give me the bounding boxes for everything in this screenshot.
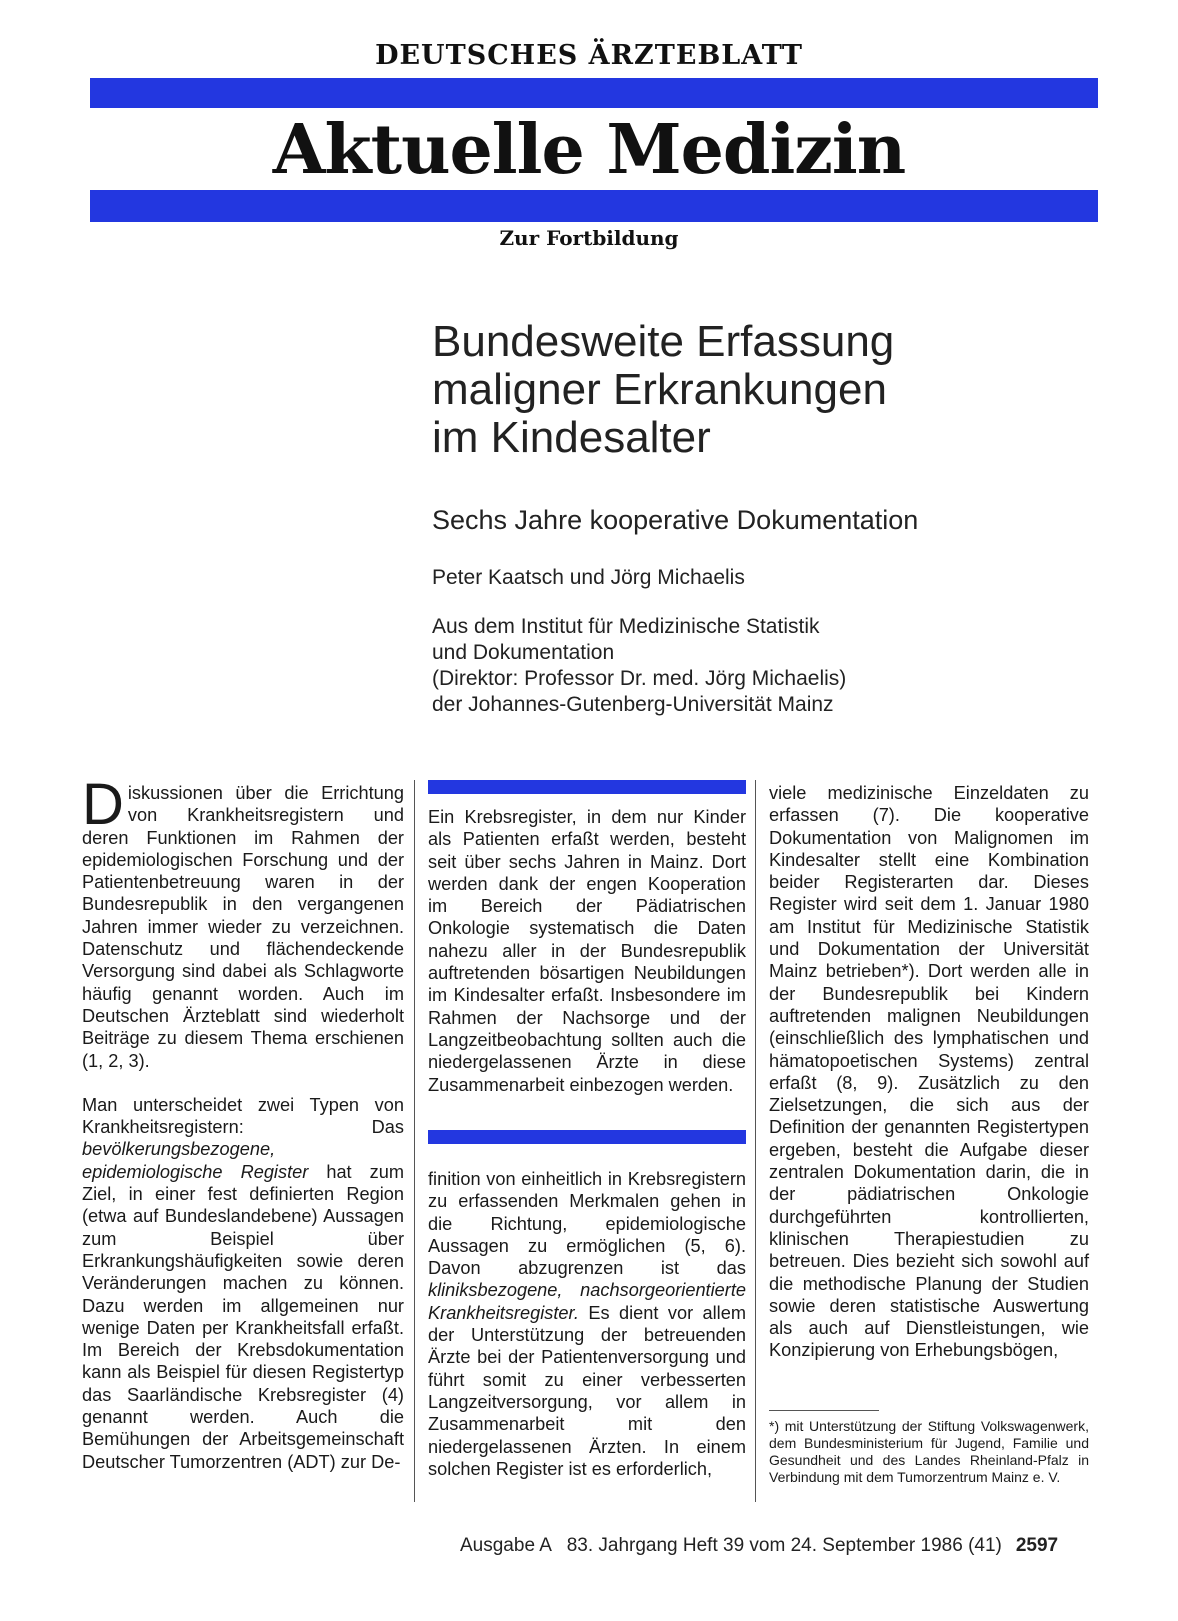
issue-info: Ausgabe A 83. Jahrgang Heft 39 vom 24. September 1986 (41) [460,1535,1002,1556]
article-authors: Peter Kaatsch und Jörg Michaelis [432,566,745,589]
affiliation-line: (Direktor: Professor Dr. med. Jörg Michaelis) [432,667,847,690]
paragraph-text: hat zum Ziel, in einer fest definierten Region (etwa auf Bundeslandebene) Aussagen zum Beispiel über Erkrankungshäufigkeiten sowie deren Veränderungen machen zu können. Dazu werden im allgemeinen nur wenige Daten per Krankheitsfall erfaßt. Im Bereich der Krebsdokumentation kann als Beispiel für diesen Registertyp das Saarländische Krebsregister (4) genannt werden. Auch die Bemühungen der Arbeitsgemeinschaft Deutscher Tumorzentren (ADT) zur De- [82,1161,405,1472]
infobox-bar-top [428,780,746,794]
masthead: DEUTSCHES ÄRZTEBLATT [375,40,803,71]
column-divider [414,780,415,1502]
accent-bar-bottom [90,190,1098,222]
footnote-rule [769,1410,879,1411]
emphasis-text: bevölkerungsbezogene, epidemiologische Register [82,1139,309,1182]
page-footer [460,1535,1100,1557]
paragraph-text: Man unterscheidet zwei Typen von Krankheitsregistern: Das [82,1094,404,1138]
headline-line: Bundesweite Erfassung [432,317,895,366]
footnote: *) mit Unterstützung der Stiftung Volkswagenwerk, dem Bundesministerium für Jugend, Familie und Gesundheit und des Landes Rheinland-Pfalz in Verbindung mit dem Tumorzentrum Mainz e. V. [769,1418,1089,1485]
paragraph [82,772,404,1072]
affiliation-line: der Johannes-Gutenberg-Universität Mainz [432,693,834,716]
body-column-1 [82,772,405,1495]
paragraph-text: iskussionen über die Errichtung von Krankheitsregistern und deren Funktionen im Rahmen der epidemiologischen Forschung und der Patientenbetreuung waren in der Bundesrepublik in den vergangenen Jahren immer wieder zu verzeichnen. Datenschutz und flächendeckende Versorgung sind dabei als Schlagworte häufig genannt worden. Auch im Deutschen Ärzteblatt sind wiederholt Beiträge zu diesem Thema erschienen (1, 2, 3). [82,783,404,1071]
paragraph [82,1094,404,1473]
subsection-label: Zur Fortbildung [499,226,679,250]
emphasis-text: kliniksbezogene, nachsorgeorientierte Krankheitsregister. [428,1280,746,1323]
paragraph-text: finition von einheitlich in Krebsregistern zu erfassenden Merkmalen gehen in die Richtung, epidemiologische Aussagen zu ermöglichen (5, 6). Davon abzugrenzen ist das [428,1169,746,1279]
headline-line: maligner Erkrankungen [432,365,887,414]
body-column-3: viele medizinische Einzeldaten zu erfassen (7). Die kooperative Dokumentation von Malignomen im Kindesalter stellt eine Kombination beider Registerarten dar. Dieses Register wird seit dem 1. Januar 1980 am Institut für Medizinische Statistik und Dokumentation der Universität Mainz betrieben*). Dort werden alle in der Bundesrepublik bei Kindern auftretenden malignen Neubildungen (einschließlich des lymphatischen und hämatopoetischen Systems) zentral erfaßt (8, 9). Zusätzlich zu den Zielsetzungen, die sich aus der Definition der genannten Registertypen ergeben, besteht die Aufgabe dieser zentralen Dokumentation darin, die in der pädiatrischen Onkologie durchgeführten kontrollierten, klinischen Therapiestudien zu betreuen. Dies bezieht sich sowohl auf die methodische Planung der Studien sowie deren statistische Auswertung als auch auf Dienstleistungen, wie Konzipierung von Erhebungsbögen, [769,783,1089,1361]
infobox-summary: Ein Krebsregister, in dem nur Kinder als Patienten erfaßt werden, besteht seit über sechs Jahren in Mainz. Dort werden dank der engen Kooperation im Bereich der Pädiatrischen Onkologie systematisch die Daten nahezu aller in der Bundesrepublik auftretenden bösartigen Neubildungen im Kindesalter erfaßt. Insbesondere im Rahmen der Nachsorge und der Langzeitbeobachtung sollten auch die niedergelassenen Ärzte in diese Zusammenarbeit einbezogen werden. [428,807,746,1095]
paragraph-text: Es dient vor allem der Unterstützung der betreuenden Ärzte bei der Patientenversorgung und führt somit zu einer verbesserten Langzeitversorgung, vor allem in Zusammenarbeit mit den niedergelassenen Ärzten. In einem solchen Register ist es erforderlich, [428,1302,746,1479]
article-affiliation [432,614,1132,718]
section-title: Aktuelle Medizin [272,110,906,190]
accent-bar-top [90,78,1098,108]
article-headline [432,318,1132,462]
body-column-2 [428,1168,746,1480]
article-subheadline: Sechs Jahre kooperative Dokumentation [432,505,919,535]
affiliation-line: Aus dem Institut für Medizinische Statistik [432,615,820,638]
infobox-bar-bottom [428,1130,746,1144]
column-divider [755,780,756,1502]
affiliation-line: und Dokumentation [432,641,615,664]
page-number: 2597 [1015,1535,1059,1556]
drop-cap: D [82,772,124,837]
headline-line: im Kindesalter [432,413,711,462]
